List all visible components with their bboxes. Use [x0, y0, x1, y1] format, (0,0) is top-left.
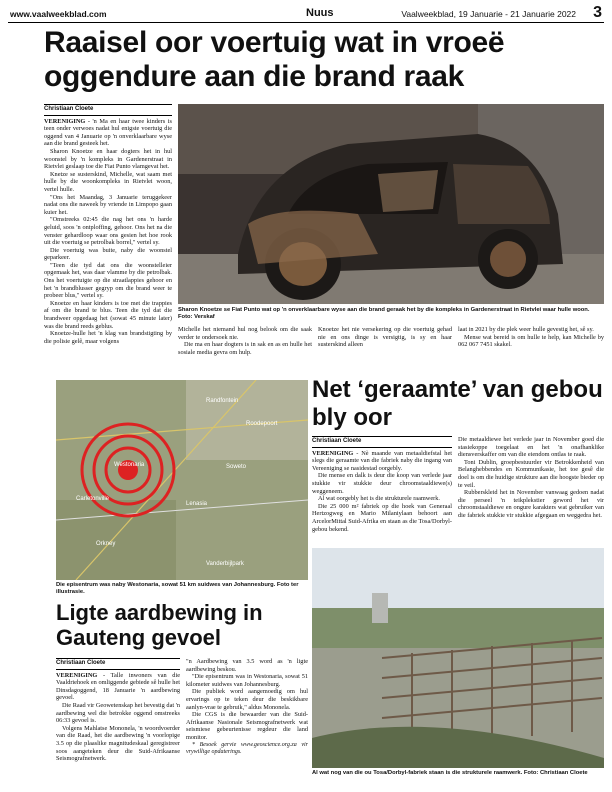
article1-paragraph: Michelle het niemand hul nog belook om die saak verder te ondersoek nie. — [178, 326, 312, 341]
article2-column-1 — [312, 436, 452, 544]
article3-dateline: VERENIGING — [56, 671, 98, 679]
burned-car-caption: Sharon Knoetze se Fiat Punto wat op 'n onverklaarbare wyse aan die brand geraak het by die kompleks in Gardenerstraat in Rietvlei waar hulle woon. Foto: Verskaf — [178, 307, 590, 320]
map-label: Orkney — [96, 541, 116, 547]
article1-paragraph: "Ons het Maandag, 3 Januarie teruggekeer nadat ons die naweek by vriende in Limpopo gaan kuier het. — [44, 193, 172, 216]
article2-paragraph: Die 25 000 m² fabriek op die hoek van Generaal Hertzogweg en Mario Milaniylaan behoort aan ArcelorMittal Suid-Afrika en staan as die Tosa/Dorbyl-gebou bekend. — [312, 502, 452, 533]
burned-car-photo — [178, 104, 604, 304]
article2-lead: VERENIGING - Nè maande van metaaldiefstal het slegs die geraamte van die fabriek naby die ingang van Vereeniging se nasidestad oorgebly. — [312, 449, 452, 472]
issue-date: Vaalweekblad, 19 Januarie - 21 Januarie 2022 — [401, 9, 576, 19]
site-url[interactable]: www.vaalweekblad.com — [10, 9, 107, 19]
article1-paragraph: Knoetze en haar kinders is toe met die trappies af om die brand te blus. Teen die tyd dat die brandweer opgedaag het (sowat 45 minute later) was die brand reeds geblus. — [44, 299, 172, 330]
article3-paragraph: Die CGS is die bewaarder van die Suid-Afrikaanse Nasionale Seismografnetwerk wat seismiese gebeurtenisse regdeur die land monitor. — [186, 711, 308, 741]
map-label: Carletonville — [76, 496, 110, 502]
article1-paragraph: Sharon Knoetze en haar dogters het in hul woonstel by 'n kompleks in Gardenerstraat in Rietvlei geslaap toe die Fiat Punto vlamgevat het. — [44, 147, 172, 171]
article1-paragraph: Knetze se susterskind, Michelle, wat saam met hulle by die woonkompleks in Rietvlei woon, vertel hulle. — [44, 170, 172, 193]
article3-lead: VERENIGING - Talle inwoners van die Vaaldriehoek en omliggende gebiede sê hulle het Dinsdagoggend, 18 Januarie 'n aardbewing gevoel. — [56, 671, 180, 702]
factory-caption: Al wat nog van die ou Tosa/Dorbyl-fabriek staan is die strukturele raamwerk. Foto: Christiaan Cloete — [312, 770, 588, 776]
article2-headline: Net ‘geraamte’ van gebou bly oor — [312, 376, 603, 431]
article3-paragraph: Die Raad vir Geowetenskap het bevestig dat 'n aardbewing wel die betrokke oggend omstreeks 06:33 gevoel is. — [56, 701, 180, 725]
factory-illustration — [312, 548, 604, 768]
article3-paragraph: "n Aardbewing van 3.5 word as 'n ligte aardbewing beskou. — [186, 658, 308, 673]
article1-paragraph: Die ma en haar dogters is in sak en as en hulle het sosiale media gevra om hulp. — [178, 341, 312, 356]
article3-headline: Ligte aardbewing in Gauteng gevoel — [56, 600, 263, 650]
article3-byline: Christiaan Cloete — [56, 658, 180, 670]
article2-paragraph: Die metaaldiewe het verlede jaar in November goed die stasiekoppe toegelaat en het 'n onafhanklike diensverskaffer om van die eiendom ontlas te raak. — [458, 436, 604, 459]
burned-car-illustration — [178, 104, 604, 304]
article2-paragraph: Al wat oorgebly het is die strukturele raamwerk. — [318, 495, 440, 503]
article1-paragraph: "Omstreeks 02:45 die nag het ons 'n harde geluid, soos 'n ontploffing, gehoor. Ons het na die venster gehardloop waar ons gesien het hoe rook uit die voertuig se petrolbak borrel," vertel sy. — [44, 216, 172, 247]
epicentre-map — [56, 380, 308, 580]
article1-column-1 — [44, 104, 172, 372]
map-label: Vanderbijlpark — [206, 561, 244, 567]
article1-paragraph: Knoetze-hulle het 'n klag van brandstigting by die polisie gelê, maar volgens — [44, 330, 172, 345]
map-label: Lenasia — [186, 501, 208, 507]
map-label: Soweto — [226, 464, 247, 470]
article2-dateline: VERENIGING — [312, 449, 354, 457]
article2-byline: Christiaan Cloete — [312, 436, 452, 448]
article1-lead: VERENIGING - 'n Ma en haar twee kinders is teen onder verwoes nadat hul enigste voertuig die oggend van 4 Januarie op 'n onverklaarbare wyse aan die brand gesteek het. — [44, 117, 172, 148]
article1-headline: Raaisel oor voertuig wat in vroeë oggendure aan die brand raak — [44, 26, 505, 93]
article1-paragraph: "Teen die tyd dat ons die woonstelleier opgemaak het, was daar vlamme by die petrolbak. Ons het voertuigte op die straatlappies gehoor en het 'n brandblusser gegryp om die brand weer te probeer blus," vertel sy. — [44, 261, 172, 300]
article1-dateline: VERENIGING — [44, 117, 86, 125]
page-header — [8, 6, 604, 20]
header-rule — [8, 22, 604, 23]
article2-paragraph: Rubberskleid het in November vanwaag gedoen nadat die perseel 'n teikplekstier geword het vir chroomstaaldiewe en ongure karakters wat gebruiker van die fabriek stukkie vir stukkie afgegaan en weggedra het. — [458, 489, 604, 519]
article3-column-1 — [56, 658, 180, 782]
article3-note: * Besoek gervie www.geoscience.org.za vir vrywillige opdaterings. — [186, 741, 308, 756]
article1-paragraph: laat in 2021 by die plek weer hulle gevestig het, sê sy. — [458, 326, 594, 333]
article2-column-2 — [458, 436, 604, 544]
factory-photo — [312, 548, 604, 768]
article1-column-4 — [458, 326, 604, 374]
map-label: Westonaria — [114, 462, 145, 468]
article1-column-3 — [318, 326, 452, 374]
article1-paragraph: Knoetze het nie versekering op die voertuig gehad nie en ons dinge is versigtig, is sy en haar susterskind alleen — [318, 326, 452, 349]
map-illustration — [56, 380, 308, 580]
map-label: Roodepoort — [246, 421, 278, 427]
article1-paragraph: Mense wat bereid is om hulle te help, kan Michelle by 062 067 7451 skakel. — [458, 333, 604, 349]
article2-paragraph: Toni Dublin, groepbestuurder vir Betrokkenheid van Belanghebbendes en Kommunikasie, het toe gesê die doel is om die huidige strukture aan die hoogste bieder op te veil. — [458, 458, 604, 489]
map-label: Randfontein — [206, 398, 239, 404]
article1-byline: Christiaan Cloete — [44, 104, 172, 116]
article3-paragraph: Die publiek word aangemoedig om hul ervarings op te teken deur die beskikbare aanlyn-vrae te gebruik," aldus Mononela. — [186, 688, 308, 711]
article3-paragraph: Volgens Mahlatse Mononela, 'n woordvoerder van die Raad, het die aardbewing 'n voorlopige 3.5 op die plaaslike magnitudeskaal geregistreer soos aangeteken deur die Suid-Afrikaanse Seismografnetwerk. — [56, 724, 180, 763]
article3-paragraph: "Die episentrum was in Westonaria, sowat 51 kilometer suidwes van Johannesburg. — [186, 673, 308, 688]
map-caption: Die episentrum was naby Westonaria, sowat 51 km suidwes van Johannesburg. Foto ter illustrasie. — [56, 582, 299, 595]
page-number: 3 — [593, 4, 602, 21]
section-name: Nuus — [306, 7, 334, 19]
article2-paragraph: Die mense en dalk is deur die koop van verlede jaar stukkie vir stukkie deur chroomstaaldiewe(s) weggeneem. — [312, 472, 452, 495]
article3-column-2 — [186, 658, 308, 782]
article1-paragraph: Die voertuig was buite, naby die woonstel geparkeer. — [44, 246, 172, 262]
article1-column-2 — [178, 326, 312, 374]
